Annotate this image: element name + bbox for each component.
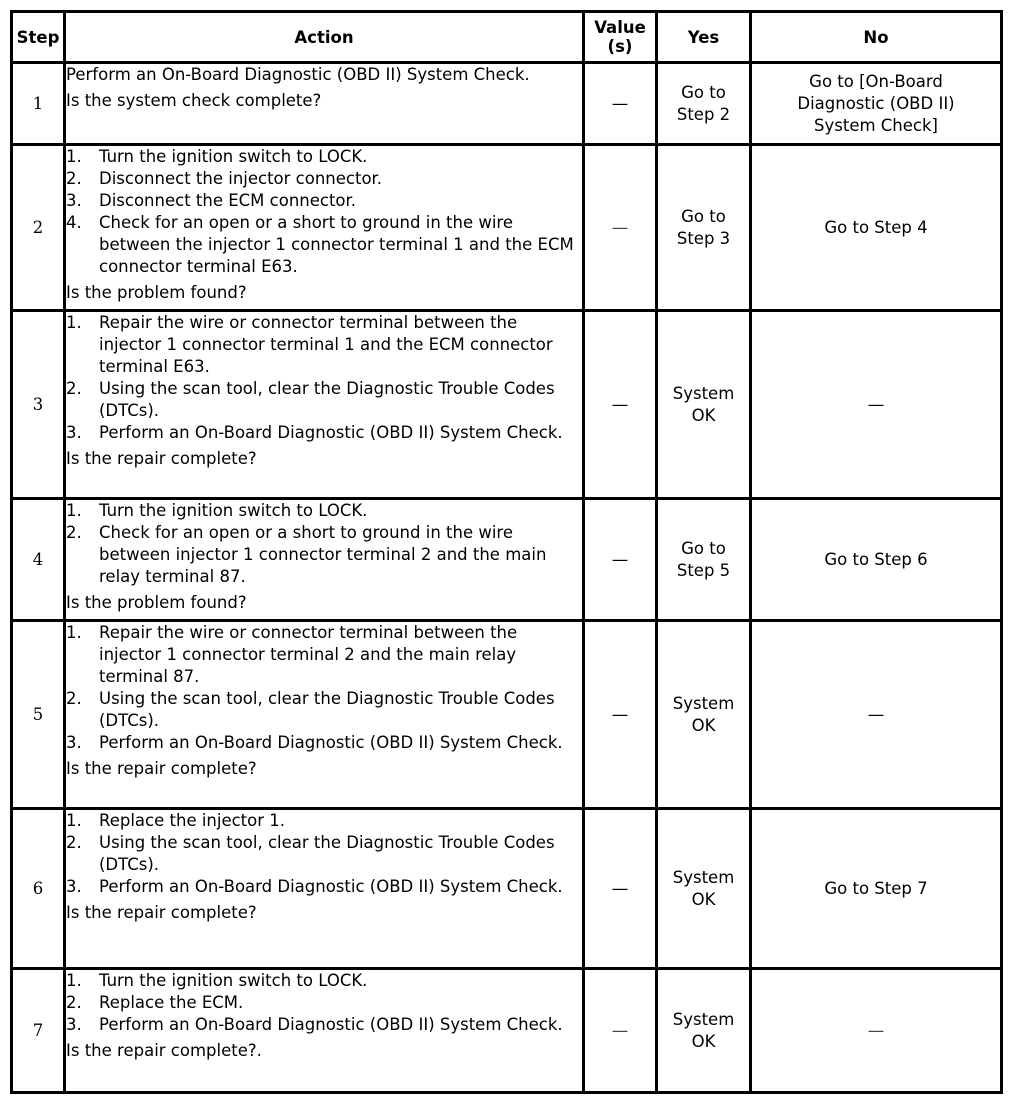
value-cell: — <box>584 809 657 969</box>
action-item-number: 4. <box>66 213 82 232</box>
header-step: Step <box>12 12 65 63</box>
action-item-text: Replace the ECM. <box>99 993 244 1012</box>
yes-cell <box>657 499 751 621</box>
table-body <box>12 63 1002 1093</box>
action-cell <box>65 621 584 809</box>
header-value-line1: Value <box>594 18 646 37</box>
action-item-number: 2. <box>66 833 82 852</box>
action-item <box>66 622 582 688</box>
step-number: 5 <box>12 621 65 809</box>
action-cell <box>65 63 584 145</box>
yes-cell <box>657 63 751 145</box>
table-row <box>12 809 1002 969</box>
action-item-text: Turn the ignition switch to LOCK. <box>99 147 368 166</box>
action-item <box>66 378 582 422</box>
action-item-text: Using the scan tool, clear the Diagnostic Trouble Codes (DTCs). <box>99 379 555 420</box>
action-item <box>66 688 582 732</box>
action-item-number: 1. <box>66 313 82 332</box>
no-cell <box>751 63 1002 145</box>
action-item-text: Check for an open or a short to ground in the wire between injector 1 connector terminal 2 and the main relay terminal 87. <box>99 523 547 586</box>
action-intro: Perform an On-Board Diagnostic (OBD II) System Check. <box>66 65 530 84</box>
no-cell <box>751 145 1002 311</box>
yes-cell <box>657 145 751 311</box>
step-number: 2 <box>12 145 65 311</box>
action-question: Is the problem found? <box>66 283 247 302</box>
action-item <box>66 992 582 1014</box>
diagnostic-table <box>10 10 1003 1094</box>
yes-text: System OK <box>672 1009 735 1051</box>
yes-text: System OK <box>672 383 735 425</box>
header-action: Action <box>65 12 584 63</box>
step-number: 7 <box>12 969 65 1093</box>
action-item-number: 2. <box>66 523 82 542</box>
value-cell: — <box>584 145 657 311</box>
no-text: — <box>867 1020 885 1040</box>
action-item <box>66 212 582 278</box>
action-item-text: Repair the wire or connector terminal between the injector 1 connector terminal 2 and the main relay terminal 87. <box>99 623 518 686</box>
action-item-text: Perform an On-Board Diagnostic (OBD II) System Check. <box>99 877 563 896</box>
action-item-text: Using the scan tool, clear the Diagnostic Trouble Codes (DTCs). <box>99 833 555 874</box>
action-item-text: Perform an On-Board Diagnostic (OBD II) System Check. <box>99 423 563 442</box>
action-item-number: 3. <box>66 1015 82 1034</box>
action-item-number: 2. <box>66 993 82 1012</box>
action-item-number: 3. <box>66 877 82 896</box>
action-question: Is the repair complete? <box>66 903 257 922</box>
no-text: Go to [On-Board Diagnostic (OBD II) System Check] <box>797 71 955 135</box>
table-row <box>12 63 1002 145</box>
action-item-number: 1. <box>66 623 82 642</box>
action-item-number: 1. <box>66 971 82 990</box>
action-item-text: Replace the injector 1. <box>99 811 286 830</box>
no-text: — <box>867 704 885 724</box>
action-item <box>66 732 582 754</box>
yes-text: Go to Step 5 <box>676 538 731 580</box>
action-item-number: 1. <box>66 501 82 520</box>
value-cell: — <box>584 499 657 621</box>
header-value <box>584 12 657 63</box>
no-text: Go to Step 7 <box>824 878 928 898</box>
action-item-number: 2. <box>66 689 82 708</box>
action-question: Is the repair complete? <box>66 759 257 778</box>
table-row <box>12 145 1002 311</box>
no-cell <box>751 621 1002 809</box>
action-item-number: 3. <box>66 733 82 752</box>
step-number: 1 <box>12 63 65 145</box>
action-item <box>66 422 582 444</box>
action-cell <box>65 499 584 621</box>
header-no: No <box>751 12 1002 63</box>
no-cell <box>751 311 1002 499</box>
action-item <box>66 500 582 522</box>
table-row <box>12 969 1002 1093</box>
step-number: 3 <box>12 311 65 499</box>
table-row <box>12 311 1002 499</box>
action-item <box>66 168 582 190</box>
action-item-number: 2. <box>66 169 82 188</box>
action-item <box>66 312 582 378</box>
action-item <box>66 876 582 898</box>
action-item-number: 2. <box>66 379 82 398</box>
table-row <box>12 621 1002 809</box>
step-number: 4 <box>12 499 65 621</box>
yes-cell <box>657 311 751 499</box>
action-item <box>66 146 582 168</box>
action-cell <box>65 145 584 311</box>
yes-text: System OK <box>672 693 735 735</box>
action-item-text: Disconnect the injector connector. <box>99 169 383 188</box>
action-item-text: Turn the ignition switch to LOCK. <box>99 501 368 520</box>
no-text: Go to Step 4 <box>824 217 928 237</box>
no-text: — <box>867 394 885 414</box>
no-text: Go to Step 6 <box>824 549 928 569</box>
action-question: Is the repair complete? <box>66 449 257 468</box>
action-question: Is the system check complete? <box>66 91 322 110</box>
no-cell <box>751 809 1002 969</box>
no-cell <box>751 499 1002 621</box>
action-item <box>66 190 582 212</box>
action-item-text: Repair the wire or connector terminal between the injector 1 connector terminal 1 and the ECM connector terminal E63. <box>99 313 553 376</box>
action-item <box>66 832 582 876</box>
action-cell <box>65 809 584 969</box>
action-item-text: Using the scan tool, clear the Diagnostic Trouble Codes (DTCs). <box>99 689 555 730</box>
yes-cell <box>657 621 751 809</box>
action-question: Is the repair complete?. <box>66 1041 262 1060</box>
yes-text: System OK <box>672 867 735 909</box>
value-cell: — <box>584 969 657 1093</box>
header-yes: Yes <box>657 12 751 63</box>
action-question: Is the problem found? <box>66 593 247 612</box>
header-value-line2: (s) <box>607 37 633 56</box>
action-item <box>66 810 582 832</box>
value-cell: — <box>584 621 657 809</box>
action-item-text: Disconnect the ECM connector. <box>99 191 357 210</box>
yes-text: Go to Step 2 <box>676 82 731 124</box>
action-item-number: 1. <box>66 811 82 830</box>
action-item <box>66 522 582 588</box>
action-item-text: Check for an open or a short to ground in the wire between the injector 1 connector terminal 1 and the ECM connector terminal E63. <box>99 213 574 276</box>
action-item-text: Perform an On-Board Diagnostic (OBD II) System Check. <box>99 1015 563 1034</box>
table-row <box>12 499 1002 621</box>
action-item <box>66 970 582 992</box>
action-item-number: 3. <box>66 191 82 210</box>
yes-cell <box>657 969 751 1093</box>
value-cell: — <box>584 63 657 145</box>
action-item-text: Perform an On-Board Diagnostic (OBD II) System Check. <box>99 733 563 752</box>
yes-cell <box>657 809 751 969</box>
action-item-number: 1. <box>66 147 82 166</box>
action-cell <box>65 311 584 499</box>
yes-text: Go to Step 3 <box>676 206 731 248</box>
step-number: 6 <box>12 809 65 969</box>
action-cell <box>65 969 584 1093</box>
action-item-number: 3. <box>66 423 82 442</box>
action-item-text: Turn the ignition switch to LOCK. <box>99 971 368 990</box>
no-cell <box>751 969 1002 1093</box>
value-cell: — <box>584 311 657 499</box>
header-row <box>12 12 1002 63</box>
action-item <box>66 1014 582 1036</box>
